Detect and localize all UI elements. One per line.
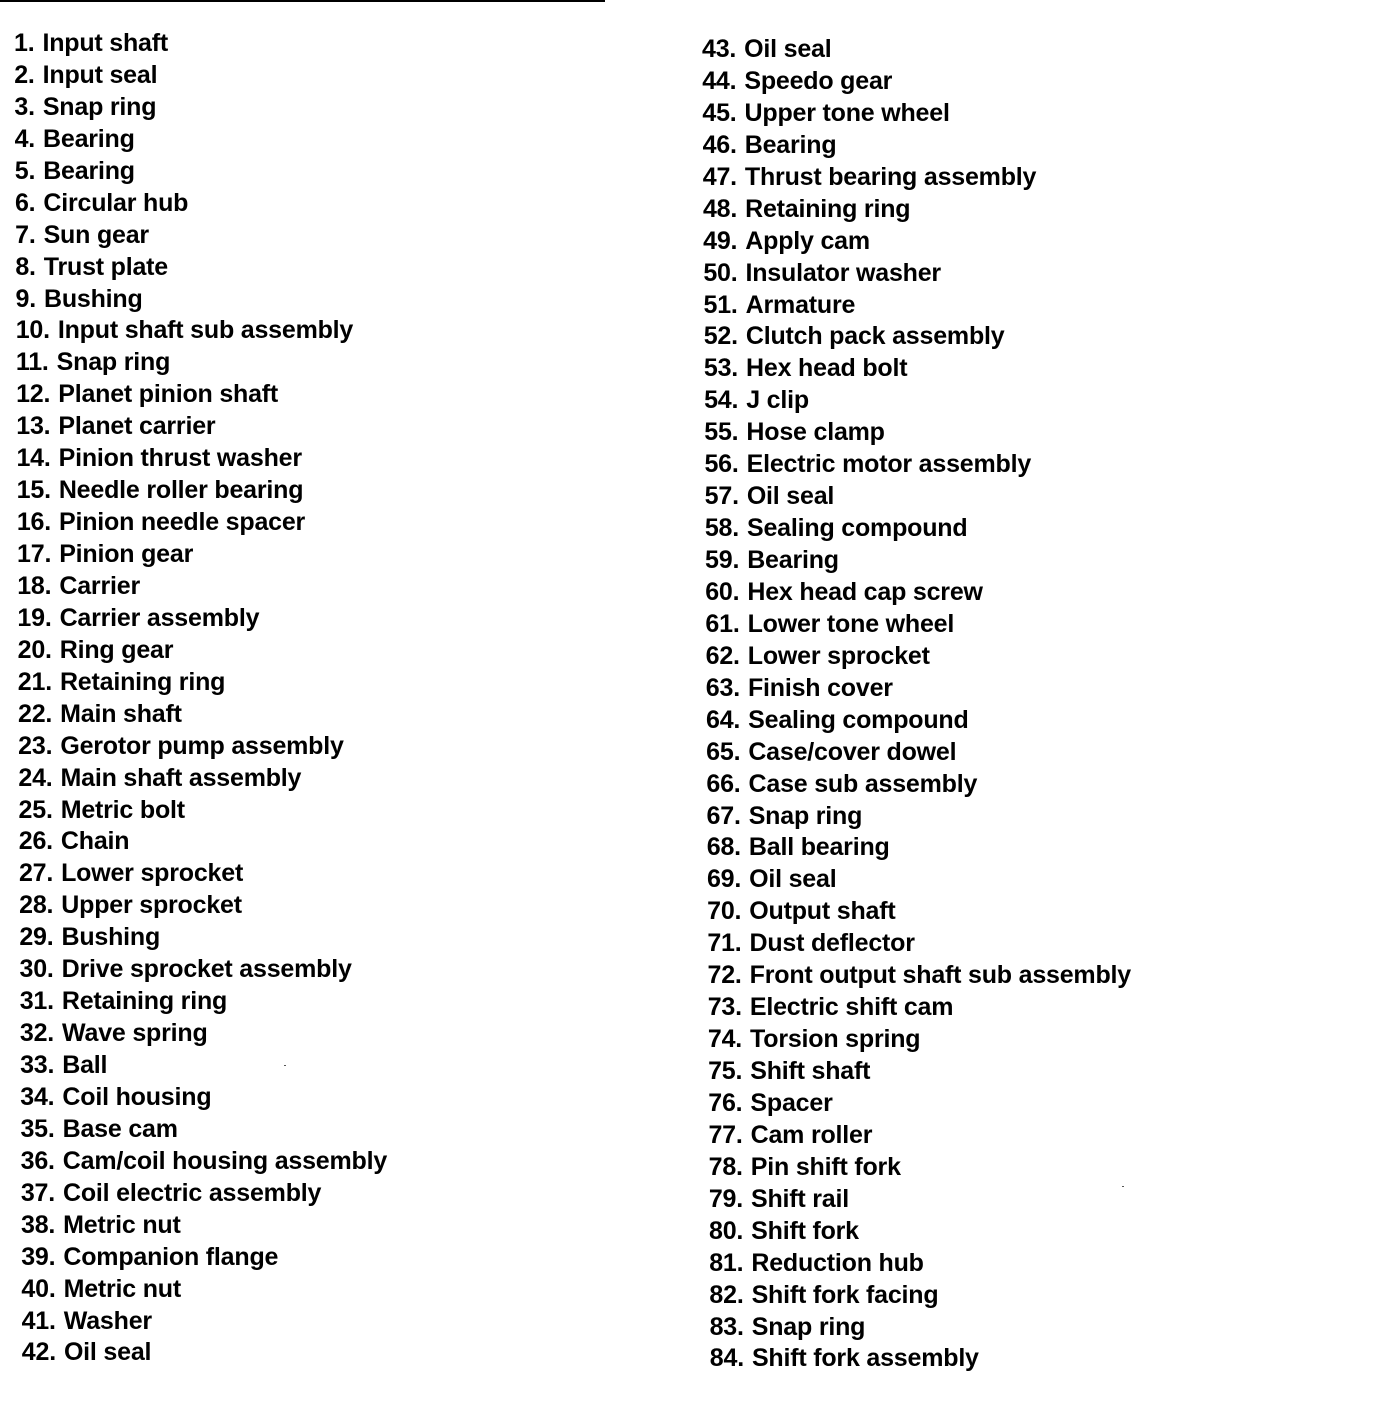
part-number: 13. (16, 412, 51, 441)
part-list-item (14, 603, 614, 635)
part-name: Metric bolt (60, 795, 185, 824)
part-number: 61. (705, 609, 740, 638)
part-number: 56. (704, 450, 739, 479)
part-list-item (702, 864, 1342, 896)
part-number: 80. (709, 1216, 744, 1245)
part-list-item (702, 641, 1342, 673)
part-list-item (14, 124, 614, 156)
top-rule (0, 0, 605, 2)
part-number: 15. (16, 476, 51, 505)
part-list-item (702, 1120, 1342, 1152)
part-number: 38. (21, 1210, 56, 1239)
part-name: Case/cover dowel (748, 737, 957, 766)
part-name: Carrier (59, 571, 140, 600)
part-number: 39. (21, 1242, 56, 1271)
part-list-item (702, 258, 1342, 290)
part-name: Coil electric assembly (62, 1178, 322, 1207)
part-name: Output shaft (749, 897, 896, 926)
part-list-item (702, 705, 1342, 737)
part-name: Upper sprocket (61, 891, 242, 920)
part-number: 26. (18, 827, 53, 856)
part-number: 54. (704, 386, 739, 415)
part-number: 20. (17, 635, 52, 664)
part-name: Input shaft sub assembly (57, 316, 354, 345)
part-number: 3. (14, 92, 35, 121)
part-name: Finish cover (747, 673, 893, 702)
part-name: Bearing (43, 156, 135, 185)
part-number: 79. (708, 1184, 743, 1213)
part-list-item (14, 1050, 614, 1082)
part-list-item (14, 890, 614, 922)
part-name: Chain (60, 827, 130, 856)
part-name: Main shaft (60, 699, 182, 728)
part-number: 27. (18, 859, 54, 888)
part-list-item (14, 795, 614, 827)
part-list-item (702, 545, 1342, 577)
part-number: 31. (19, 987, 54, 1016)
part-list-item (14, 284, 614, 316)
part-list-item (702, 1280, 1342, 1312)
part-number: 73. (707, 993, 742, 1022)
part-list-item (702, 321, 1342, 353)
part-name: Main shaft assembly (60, 763, 302, 792)
part-name: Oil seal (746, 482, 835, 511)
part-list-item (702, 1343, 1342, 1375)
part-name: Pinion gear (59, 540, 194, 568)
part-number: 65. (706, 737, 741, 766)
part-list-item (702, 449, 1342, 481)
part-list-item (702, 577, 1342, 609)
part-list-item (14, 252, 614, 284)
part-name: Torsion spring (750, 1025, 921, 1054)
part-number: 1. (14, 29, 35, 57)
part-number: 46. (702, 130, 737, 159)
part-list-item (14, 411, 614, 443)
part-number: 68. (706, 833, 741, 862)
part-name: Snap ring (748, 801, 863, 830)
part-number: 14. (16, 444, 51, 473)
part-name: Apply cam (745, 226, 870, 255)
part-list-item (14, 1274, 614, 1306)
part-name: Thrust bearing assembly (744, 162, 1037, 191)
part-name: Gerotor pump assembly (60, 731, 344, 760)
part-name: Bearing (747, 546, 839, 574)
part-list-item (14, 922, 614, 954)
part-number: 6. (14, 188, 36, 217)
part-list-item (14, 1337, 614, 1369)
part-list-item (702, 481, 1342, 513)
part-list-item (702, 928, 1342, 960)
part-number: 66. (706, 769, 741, 798)
part-number: 63. (705, 673, 740, 702)
part-number: 18. (17, 571, 52, 600)
part-number: 49. (703, 226, 738, 255)
part-list-item (702, 98, 1342, 130)
part-name: Hex head bolt (746, 354, 908, 383)
part-name: Planet pinion shaft (58, 380, 279, 409)
part-number: 28. (19, 891, 54, 920)
part-name: Shift fork (751, 1216, 859, 1245)
part-name: Drive sprocket assembly (61, 955, 352, 984)
part-list-item (702, 1184, 1342, 1216)
part-number: 42. (21, 1338, 56, 1367)
part-list-item (14, 986, 614, 1018)
part-name: Oil seal (63, 1338, 152, 1367)
scan-speck (1122, 1186, 1124, 1187)
part-list-item (702, 162, 1342, 194)
part-name: Cam/coil housing assembly (62, 1146, 388, 1175)
part-name: Bushing (61, 923, 161, 952)
part-name: Circular hub (43, 188, 189, 217)
part-list-item (702, 194, 1342, 226)
part-list-item (14, 156, 614, 188)
part-number: 83. (709, 1312, 744, 1341)
part-name: Hex head cap screw (747, 577, 983, 606)
part-list-item (702, 960, 1342, 992)
part-list-item (702, 737, 1342, 769)
part-number: 19. (17, 603, 52, 632)
part-list-item (14, 731, 614, 763)
part-number: 12. (16, 380, 51, 409)
part-name: Lower tone wheel (747, 609, 955, 638)
part-name: Snap ring (751, 1312, 866, 1341)
part-list-item (14, 188, 614, 220)
part-number: 77. (708, 1120, 743, 1149)
part-name: Sealing compound (748, 705, 969, 734)
part-list-item (702, 417, 1342, 449)
part-list-item (14, 1082, 614, 1114)
part-number: 8. (15, 252, 36, 281)
part-list-item (702, 1024, 1342, 1056)
part-number: 41. (21, 1306, 56, 1335)
part-list-item (702, 769, 1342, 801)
part-number: 5. (14, 156, 36, 185)
part-name: Ball (62, 1051, 108, 1079)
part-list-item (702, 801, 1342, 833)
part-list-item (14, 443, 614, 475)
part-list-item (702, 1152, 1342, 1184)
part-list-item (702, 1056, 1342, 1088)
part-number: 44. (702, 66, 737, 95)
part-name: Metric nut (63, 1274, 182, 1303)
part-number: 48. (702, 194, 738, 223)
part-number: 24. (18, 763, 53, 792)
part-list-item (14, 1114, 614, 1146)
part-number: 67. (706, 801, 741, 830)
part-list-item (702, 290, 1342, 322)
part-number: 43. (702, 35, 737, 63)
part-name: Retaining ring (59, 667, 226, 696)
part-name: J clip (746, 386, 809, 415)
part-name: Coil housing (62, 1082, 212, 1111)
part-list-item (14, 1242, 614, 1274)
part-name: Shift rail (750, 1184, 849, 1213)
part-list-item (702, 992, 1342, 1024)
part-name: Companion flange (63, 1242, 279, 1271)
part-number: 62. (705, 641, 740, 670)
part-list-item (14, 347, 614, 379)
part-number: 23. (18, 731, 53, 760)
part-number: 57. (704, 482, 739, 511)
part-name: Shift shaft (750, 1057, 871, 1085)
part-number: 71. (707, 929, 742, 958)
part-number: 74. (707, 1025, 743, 1054)
part-list-item (702, 832, 1342, 864)
part-number: 10. (15, 316, 50, 345)
part-name: Planet carrier (58, 412, 216, 441)
part-number: 59. (705, 546, 740, 574)
part-list-item (14, 539, 614, 571)
part-list-item (702, 609, 1342, 641)
part-list-item (702, 226, 1342, 258)
part-list-item (702, 513, 1342, 545)
part-name: Reduction hub (751, 1248, 924, 1277)
part-number: 52. (703, 322, 738, 351)
part-number: 17. (17, 540, 52, 568)
part-number: 82. (709, 1280, 744, 1309)
part-list-item (14, 315, 614, 347)
part-list-item (14, 763, 614, 795)
part-name: Needle roller bearing (58, 476, 304, 505)
part-name: Metric nut (63, 1210, 181, 1239)
part-number: 16. (16, 508, 51, 537)
part-list-item (702, 1248, 1342, 1280)
part-name: Front output shaft sub assembly (749, 961, 1131, 990)
part-number: 35. (20, 1114, 55, 1143)
part-name: Ball bearing (748, 833, 890, 862)
part-list-item (14, 1306, 614, 1338)
part-name: Input seal (42, 60, 158, 89)
part-name: Speedo gear (744, 66, 893, 95)
part-number: 4. (14, 124, 36, 153)
part-number: 45. (702, 98, 737, 127)
part-number: 25. (18, 795, 53, 824)
part-list-item (702, 1088, 1342, 1120)
part-number: 69. (706, 865, 742, 894)
part-number: 60. (705, 577, 740, 606)
part-list-item (14, 220, 614, 252)
part-number: 53. (703, 354, 739, 383)
part-list-item (702, 673, 1342, 705)
part-number: 70. (707, 897, 742, 926)
part-list-item (702, 34, 1342, 66)
part-list-item (702, 1312, 1342, 1344)
part-number: 32. (19, 1019, 55, 1048)
part-number: 29. (19, 923, 54, 952)
part-name: Spacer (750, 1088, 833, 1117)
part-list-item (14, 92, 614, 124)
part-name: Retaining ring (745, 194, 911, 223)
part-name: Input shaft (42, 29, 169, 57)
part-name: Insulator washer (745, 258, 941, 287)
part-number: 9. (15, 284, 36, 313)
part-list-item (14, 379, 614, 411)
part-list-item (14, 507, 614, 539)
part-name: Lower sprocket (61, 859, 244, 888)
part-list-item (14, 635, 614, 667)
part-name: Upper tone wheel (744, 98, 950, 127)
part-number: 78. (708, 1152, 743, 1181)
part-name: Oil seal (744, 35, 832, 63)
part-list-item (14, 667, 614, 699)
part-list-item (14, 826, 614, 858)
part-list-item (14, 858, 614, 890)
part-number: 30. (19, 955, 54, 984)
part-name: Snap ring (56, 348, 171, 377)
part-name: Armature (745, 290, 856, 319)
parts-list-left-column (14, 28, 614, 1369)
part-list-item (14, 28, 614, 60)
part-name: Snap ring (42, 92, 157, 121)
part-name: Carrier assembly (59, 603, 260, 632)
part-number: 47. (702, 162, 737, 191)
part-list-item (702, 1216, 1342, 1248)
part-name: Electric motor assembly (746, 450, 1032, 479)
part-number: 75. (708, 1057, 743, 1085)
part-list-item (14, 1178, 614, 1210)
part-number: 55. (704, 418, 739, 447)
part-name: Sun gear (43, 220, 149, 249)
part-number: 21. (17, 667, 52, 696)
part-name: Hose clamp (746, 418, 885, 447)
part-number: 58. (704, 514, 739, 543)
part-number: 33. (20, 1051, 55, 1079)
part-number: 64. (705, 705, 741, 734)
part-list-item (702, 66, 1342, 98)
part-list-item (702, 353, 1342, 385)
part-name: Bearing (744, 130, 837, 159)
part-name: Trust plate (43, 252, 168, 281)
part-list-item (702, 130, 1342, 162)
part-name: Pinion needle spacer (59, 508, 306, 537)
scan-speck (284, 1065, 286, 1066)
part-number: 51. (703, 290, 738, 319)
part-number: 36. (20, 1146, 55, 1175)
part-name: Retaining ring (61, 987, 228, 1016)
part-number: 2. (14, 60, 35, 89)
part-number: 76. (708, 1088, 743, 1117)
part-name: Pinion thrust washer (58, 444, 302, 473)
part-name: Ring gear (59, 635, 174, 664)
part-name: Bushing (43, 284, 143, 313)
part-list-item (14, 954, 614, 986)
part-number: 22. (17, 699, 53, 728)
part-number: 81. (709, 1248, 744, 1277)
part-list-item (702, 385, 1342, 417)
part-name: Electric shift cam (749, 993, 954, 1022)
part-list-item (14, 571, 614, 603)
part-name: Wave spring (62, 1019, 208, 1048)
part-name: Shift fork assembly (751, 1344, 979, 1373)
part-name: Lower sprocket (747, 641, 930, 670)
part-name: Sealing compound (747, 514, 968, 543)
part-name: Cam roller (750, 1120, 873, 1149)
part-number: 50. (703, 258, 738, 287)
part-list-item (14, 1210, 614, 1242)
part-name: Washer (63, 1306, 152, 1335)
part-list-item (14, 60, 614, 92)
part-list-item (14, 1146, 614, 1178)
part-number: 7. (15, 220, 36, 249)
part-list-item (14, 699, 614, 731)
part-number: 37. (20, 1178, 55, 1207)
part-number: 11. (15, 348, 49, 377)
part-name: Base cam (62, 1114, 178, 1143)
part-number: 34. (20, 1082, 55, 1111)
part-list-item (14, 1018, 614, 1050)
part-name: Bearing (43, 124, 135, 153)
part-name: Dust deflector (749, 929, 915, 958)
part-name: Oil seal (749, 865, 837, 894)
parts-list-right-column (702, 34, 1342, 1375)
part-list-item (14, 475, 614, 507)
part-name: Pin shift fork (750, 1152, 901, 1181)
part-name: Clutch pack assembly (745, 322, 1005, 351)
part-number: 84. (709, 1344, 744, 1373)
part-number: 40. (21, 1274, 56, 1303)
part-name: Shift fork facing (751, 1280, 939, 1309)
part-name: Case sub assembly (748, 769, 978, 798)
part-number: 72. (707, 961, 742, 990)
part-list-item (702, 896, 1342, 928)
